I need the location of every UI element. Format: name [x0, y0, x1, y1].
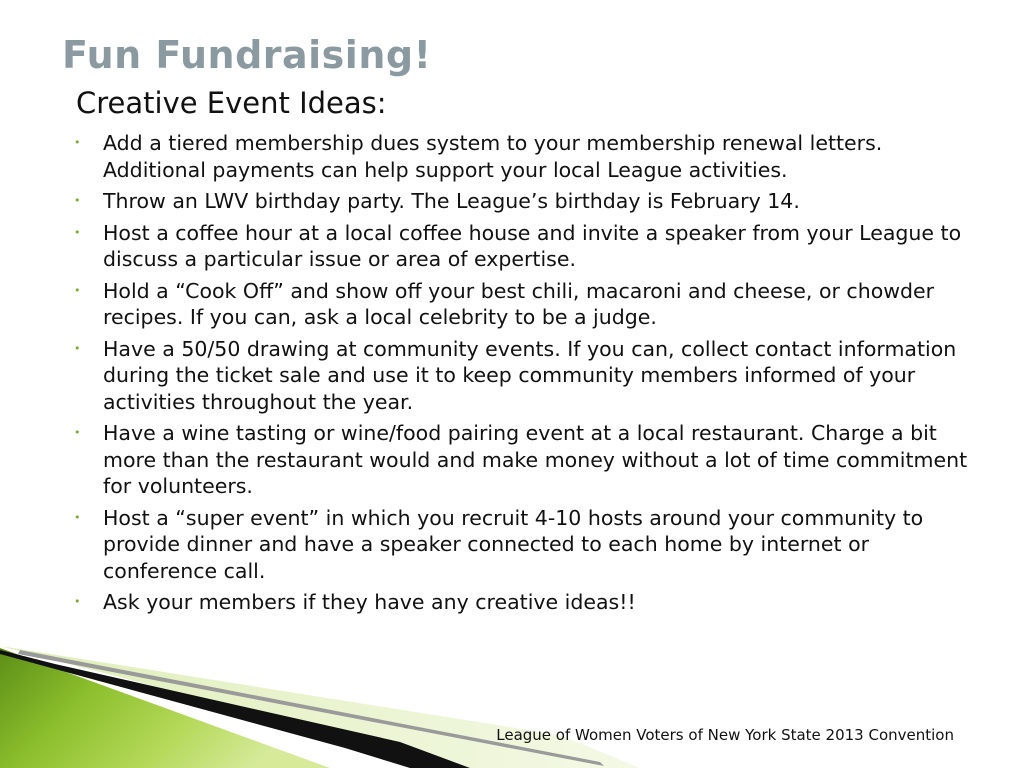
bullet-text: Host a coffee hour at a local coffee house and invite a speaker from your League to discuss a particular issue or area of expertise.	[103, 220, 962, 271]
bullet-item	[70, 220, 980, 273]
bullet-text: Hold a “Cook Off” and show off your best chili, macaroni and cheese, or chowder recipes. If you can, ask a local celebrity to be a judge.	[103, 278, 935, 329]
slide-title: Fun Fundraising!	[62, 33, 432, 77]
bullet-text: Ask your members if they have any creative ideas!!	[103, 590, 636, 614]
bullet-dot-icon: •	[74, 225, 81, 239]
bullet-item	[70, 505, 980, 585]
bullet-item	[70, 278, 980, 331]
bullet-list	[70, 130, 980, 621]
bullet-item	[70, 188, 980, 215]
bullet-text: Add a tiered membership dues system to your membership renewal letters. Additional payments can help support your local League activities.	[103, 131, 883, 182]
bullet-item	[70, 130, 980, 183]
bullet-dot-icon: •	[74, 341, 81, 355]
bullet-item	[70, 589, 980, 616]
bullet-dot-icon: •	[74, 510, 81, 524]
bullet-dot-icon: •	[74, 595, 81, 608]
bullet-text: Throw an LWV birthday party. The League’s birthday is February 14.	[103, 189, 800, 213]
bullet-dot-icon: •	[74, 426, 81, 439]
bullet-text: Have a wine tasting or wine/food pairing event at a local restaurant. Charge a bit more than the restaurant would and make money without a lot of time commitment for volunteers.	[103, 421, 968, 498]
slide-footer: League of Women Voters of New York State 2013 Convention	[496, 726, 954, 744]
bullet-text: Host a “super event” in which you recruit 4-10 hosts around your community to provide dinner and have a speaker connected to each home by internet or conference call.	[103, 505, 924, 583]
bullet-item	[70, 420, 980, 500]
bullet-dot-icon: •	[74, 194, 81, 207]
bullet-text: Have a 50/50 drawing at community events. If you can, collect contact information during the ticket sale and use it to keep community members informed of your activities throughout the year.	[103, 336, 957, 414]
slide-subtitle: Creative Event Ideas:	[76, 86, 387, 120]
bullet-item	[70, 336, 980, 416]
bullet-dot-icon: •	[74, 136, 81, 149]
bullet-dot-icon: •	[74, 283, 81, 297]
